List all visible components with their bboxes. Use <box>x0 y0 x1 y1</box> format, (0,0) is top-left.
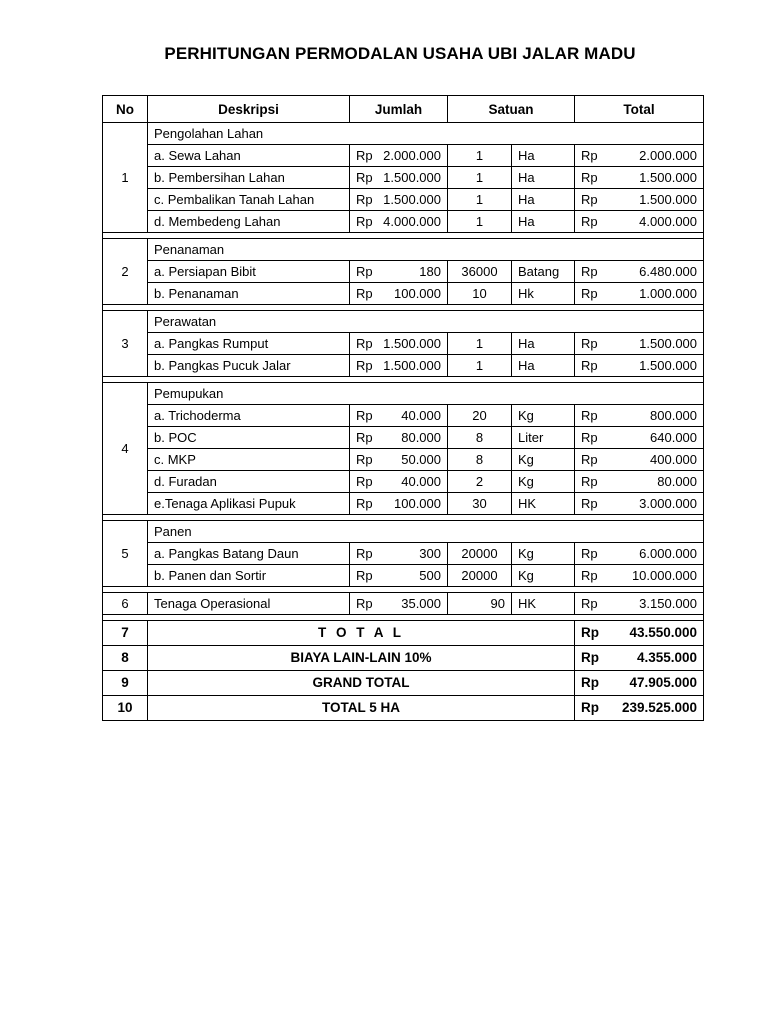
capital-table-container <box>102 95 703 721</box>
amount-value: 100.000 <box>394 286 441 301</box>
amount-value: 400.000 <box>650 452 698 467</box>
item-row <box>103 471 704 493</box>
amount-value: 47.905.000 <box>629 675 698 690</box>
amount-value: 1.500.000 <box>383 336 441 351</box>
item-row <box>103 355 704 377</box>
summary-number: 9 <box>103 671 148 696</box>
item-quantity: 8 <box>448 449 512 471</box>
summary-value <box>575 646 704 671</box>
item-quantity: 20000 <box>448 565 512 587</box>
amount-value: 500 <box>419 568 441 583</box>
item-quantity: 1 <box>448 145 512 167</box>
item-quantity: 1 <box>448 189 512 211</box>
table-body <box>103 123 704 721</box>
currency-label: Rp <box>581 192 598 207</box>
item-quantity: 8 <box>448 427 512 449</box>
item-total <box>575 593 704 615</box>
currency-label: Rp <box>356 192 373 207</box>
item-quantity: 1 <box>448 211 512 233</box>
amount-value: 180 <box>419 264 441 279</box>
amount-value: 1.500.000 <box>383 358 441 373</box>
item-unit: Ha <box>512 145 575 167</box>
item-unit: Ha <box>512 211 575 233</box>
amount-value: 1.500.000 <box>639 170 698 185</box>
amount-value: 6.000.000 <box>639 546 698 561</box>
summary-label: TOTAL 5 HA <box>148 696 575 721</box>
item-description: d. Membedeng Lahan <box>148 211 350 233</box>
item-description: b. Pembersihan Lahan <box>148 167 350 189</box>
currency-label: Rp <box>581 264 598 279</box>
item-price <box>350 405 448 427</box>
item-total <box>575 543 704 565</box>
currency-label: Rp <box>356 568 373 583</box>
summary-number: 7 <box>103 621 148 646</box>
item-price <box>350 283 448 305</box>
item-price <box>350 471 448 493</box>
item-description: e.Tenaga Aplikasi Pupuk <box>148 493 350 515</box>
amount-value: 4.355.000 <box>636 650 698 665</box>
header-no: No <box>103 96 148 123</box>
amount-value: 640.000 <box>650 430 698 445</box>
summary-label: GRAND TOTAL <box>148 671 575 696</box>
item-price <box>350 261 448 283</box>
item-row <box>103 261 704 283</box>
currency-label: Rp <box>356 452 373 467</box>
amount-value: 1.500.000 <box>383 170 441 185</box>
item-total <box>575 493 704 515</box>
item-row <box>103 189 704 211</box>
item-total <box>575 355 704 377</box>
amount-value: 1.500.000 <box>383 192 441 207</box>
item-row <box>103 167 704 189</box>
item-unit: Batang <box>512 261 575 283</box>
group-title-row <box>103 521 704 543</box>
summary-number: 8 <box>103 646 148 671</box>
item-price <box>350 211 448 233</box>
item-total <box>575 405 704 427</box>
amount-value: 80.000 <box>657 474 698 489</box>
currency-label: Rp <box>581 452 598 467</box>
item-quantity: 1 <box>448 355 512 377</box>
amount-value: 3.150.000 <box>639 596 698 611</box>
currency-label: Rp <box>581 286 598 301</box>
currency-label: Rp <box>581 336 598 351</box>
item-row-operasional <box>103 593 704 615</box>
currency-label: Rp <box>356 408 373 423</box>
amount-value: 3.000.000 <box>639 496 698 511</box>
header-total: Total <box>575 96 704 123</box>
amount-value: 6.480.000 <box>639 264 698 279</box>
item-description: Tenaga Operasional <box>148 593 350 615</box>
item-row <box>103 283 704 305</box>
item-price <box>350 593 448 615</box>
amount-value: 300 <box>419 546 441 561</box>
header-row <box>103 96 704 123</box>
amount-value: 4.000.000 <box>383 214 441 229</box>
item-row <box>103 449 704 471</box>
currency-label: Rp <box>356 430 373 445</box>
document-title: PERHITUNGAN PERMODALAN USAHA UBI JALAR MADU <box>164 44 636 63</box>
item-total <box>575 145 704 167</box>
group-title: Panen <box>148 521 704 543</box>
group-title: Pemupukan <box>148 383 704 405</box>
item-unit: Ha <box>512 167 575 189</box>
currency-label: Rp <box>581 148 598 163</box>
item-total <box>575 211 704 233</box>
item-row <box>103 405 704 427</box>
item-total <box>575 167 704 189</box>
item-total <box>575 333 704 355</box>
amount-value: 80.000 <box>401 430 441 445</box>
item-total <box>575 427 704 449</box>
group-title-row <box>103 311 704 333</box>
group-number: 2 <box>103 239 148 305</box>
item-total <box>575 565 704 587</box>
item-unit: Hk <box>512 283 575 305</box>
summary-row <box>103 696 704 721</box>
amount-value: 1.500.000 <box>639 358 698 373</box>
currency-label: Rp <box>581 625 600 640</box>
amount-value: 239.525.000 <box>621 700 698 715</box>
header-satuan: Satuan <box>448 96 575 123</box>
currency-label: Rp <box>581 650 600 665</box>
currency-label: Rp <box>356 596 373 611</box>
currency-label: Rp <box>356 336 373 351</box>
amount-value: 2.000.000 <box>639 148 698 163</box>
summary-row <box>103 646 704 671</box>
item-row <box>103 427 704 449</box>
item-description: b. Penanaman <box>148 283 350 305</box>
item-description: a. Sewa Lahan <box>148 145 350 167</box>
item-quantity: 2 <box>448 471 512 493</box>
amount-value: 2.000.000 <box>383 148 441 163</box>
currency-label: Rp <box>581 568 598 583</box>
summary-row <box>103 671 704 696</box>
currency-label: Rp <box>581 170 598 185</box>
summary-label: BIAYA LAIN-LAIN 10% <box>148 646 575 671</box>
capital-table <box>102 95 704 721</box>
item-unit: Liter <box>512 427 575 449</box>
group-number: 1 <box>103 123 148 233</box>
item-row <box>103 145 704 167</box>
currency-label: Rp <box>356 170 373 185</box>
amount-value: 40.000 <box>401 474 441 489</box>
amount-value: 50.000 <box>401 452 441 467</box>
item-unit: Kg <box>512 543 575 565</box>
currency-label: Rp <box>356 286 373 301</box>
item-row <box>103 211 704 233</box>
amount-value: 40.000 <box>401 408 441 423</box>
item-row <box>103 543 704 565</box>
currency-label: Rp <box>581 700 600 715</box>
item-quantity: 1 <box>448 167 512 189</box>
item-description: b. Panen dan Sortir <box>148 565 350 587</box>
currency-label: Rp <box>356 546 373 561</box>
group-number: 3 <box>103 311 148 377</box>
item-unit: Ha <box>512 355 575 377</box>
currency-label: Rp <box>581 214 598 229</box>
header-jumlah: Jumlah <box>350 96 448 123</box>
amount-value: 10.000.000 <box>631 568 698 583</box>
currency-label: Rp <box>581 546 598 561</box>
item-description: b. Pangkas Pucuk Jalar <box>148 355 350 377</box>
item-quantity: 20000 <box>448 543 512 565</box>
item-total <box>575 283 704 305</box>
currency-label: Rp <box>581 430 598 445</box>
currency-label: Rp <box>581 675 600 690</box>
item-description: b. POC <box>148 427 350 449</box>
amount-value: 43.550.000 <box>629 625 698 640</box>
item-price <box>350 189 448 211</box>
item-description: d. Furadan <box>148 471 350 493</box>
group-number: 5 <box>103 521 148 587</box>
group-title-row <box>103 123 704 145</box>
summary-row <box>103 621 704 646</box>
group-title: Pengolahan Lahan <box>148 123 704 145</box>
item-unit: Ha <box>512 333 575 355</box>
item-description: a. Trichoderma <box>148 405 350 427</box>
item-row <box>103 333 704 355</box>
amount-value: 1.500.000 <box>639 336 698 351</box>
amount-value: 1.000.000 <box>639 286 698 301</box>
item-unit: HK <box>512 493 575 515</box>
amount-value: 35.000 <box>401 596 441 611</box>
item-price <box>350 427 448 449</box>
item-quantity: 36000 <box>448 261 512 283</box>
item-unit: Kg <box>512 405 575 427</box>
group-title-row <box>103 239 704 261</box>
group-title: Penanaman <box>148 239 704 261</box>
item-price <box>350 565 448 587</box>
amount-value: 4.000.000 <box>639 214 698 229</box>
item-unit: Ha <box>512 189 575 211</box>
currency-label: Rp <box>581 474 598 489</box>
item-description: a. Pangkas Batang Daun <box>148 543 350 565</box>
item-total <box>575 189 704 211</box>
amount-value: 1.500.000 <box>639 192 698 207</box>
item-price <box>350 333 448 355</box>
item-number: 6 <box>103 593 148 615</box>
currency-label: Rp <box>581 358 598 373</box>
item-price <box>350 355 448 377</box>
currency-label: Rp <box>356 264 373 279</box>
group-title-row <box>103 383 704 405</box>
item-price <box>350 145 448 167</box>
item-price <box>350 167 448 189</box>
item-total <box>575 449 704 471</box>
item-quantity: 10 <box>448 283 512 305</box>
item-price <box>350 493 448 515</box>
item-quantity: 30 <box>448 493 512 515</box>
item-unit: Kg <box>512 565 575 587</box>
currency-label: Rp <box>356 214 373 229</box>
item-quantity: 20 <box>448 405 512 427</box>
item-row <box>103 493 704 515</box>
currency-label: Rp <box>356 474 373 489</box>
summary-value <box>575 671 704 696</box>
amount-value: 800.000 <box>650 408 698 423</box>
amount-value: 100.000 <box>394 496 441 511</box>
summary-number: 10 <box>103 696 148 721</box>
header-deskripsi: Deskripsi <box>148 96 350 123</box>
currency-label: Rp <box>581 596 598 611</box>
currency-label: Rp <box>581 496 598 511</box>
item-total <box>575 261 704 283</box>
item-total <box>575 471 704 493</box>
item-quantity: 90 <box>448 593 512 615</box>
item-price <box>350 543 448 565</box>
currency-label: Rp <box>356 358 373 373</box>
item-description: a. Persiapan Bibit <box>148 261 350 283</box>
item-quantity: 1 <box>448 333 512 355</box>
item-unit: Kg <box>512 471 575 493</box>
item-description: c. MKP <box>148 449 350 471</box>
summary-value <box>575 696 704 721</box>
item-unit: Kg <box>512 449 575 471</box>
item-price <box>350 449 448 471</box>
item-description: c. Pembalikan Tanah Lahan <box>148 189 350 211</box>
summary-label: T O T A L <box>148 621 575 646</box>
item-unit: HK <box>512 593 575 615</box>
currency-label: Rp <box>581 408 598 423</box>
currency-label: Rp <box>356 148 373 163</box>
item-description: a. Pangkas Rumput <box>148 333 350 355</box>
group-number: 4 <box>103 383 148 515</box>
group-title: Perawatan <box>148 311 704 333</box>
item-row <box>103 565 704 587</box>
summary-value <box>575 621 704 646</box>
currency-label: Rp <box>356 496 373 511</box>
